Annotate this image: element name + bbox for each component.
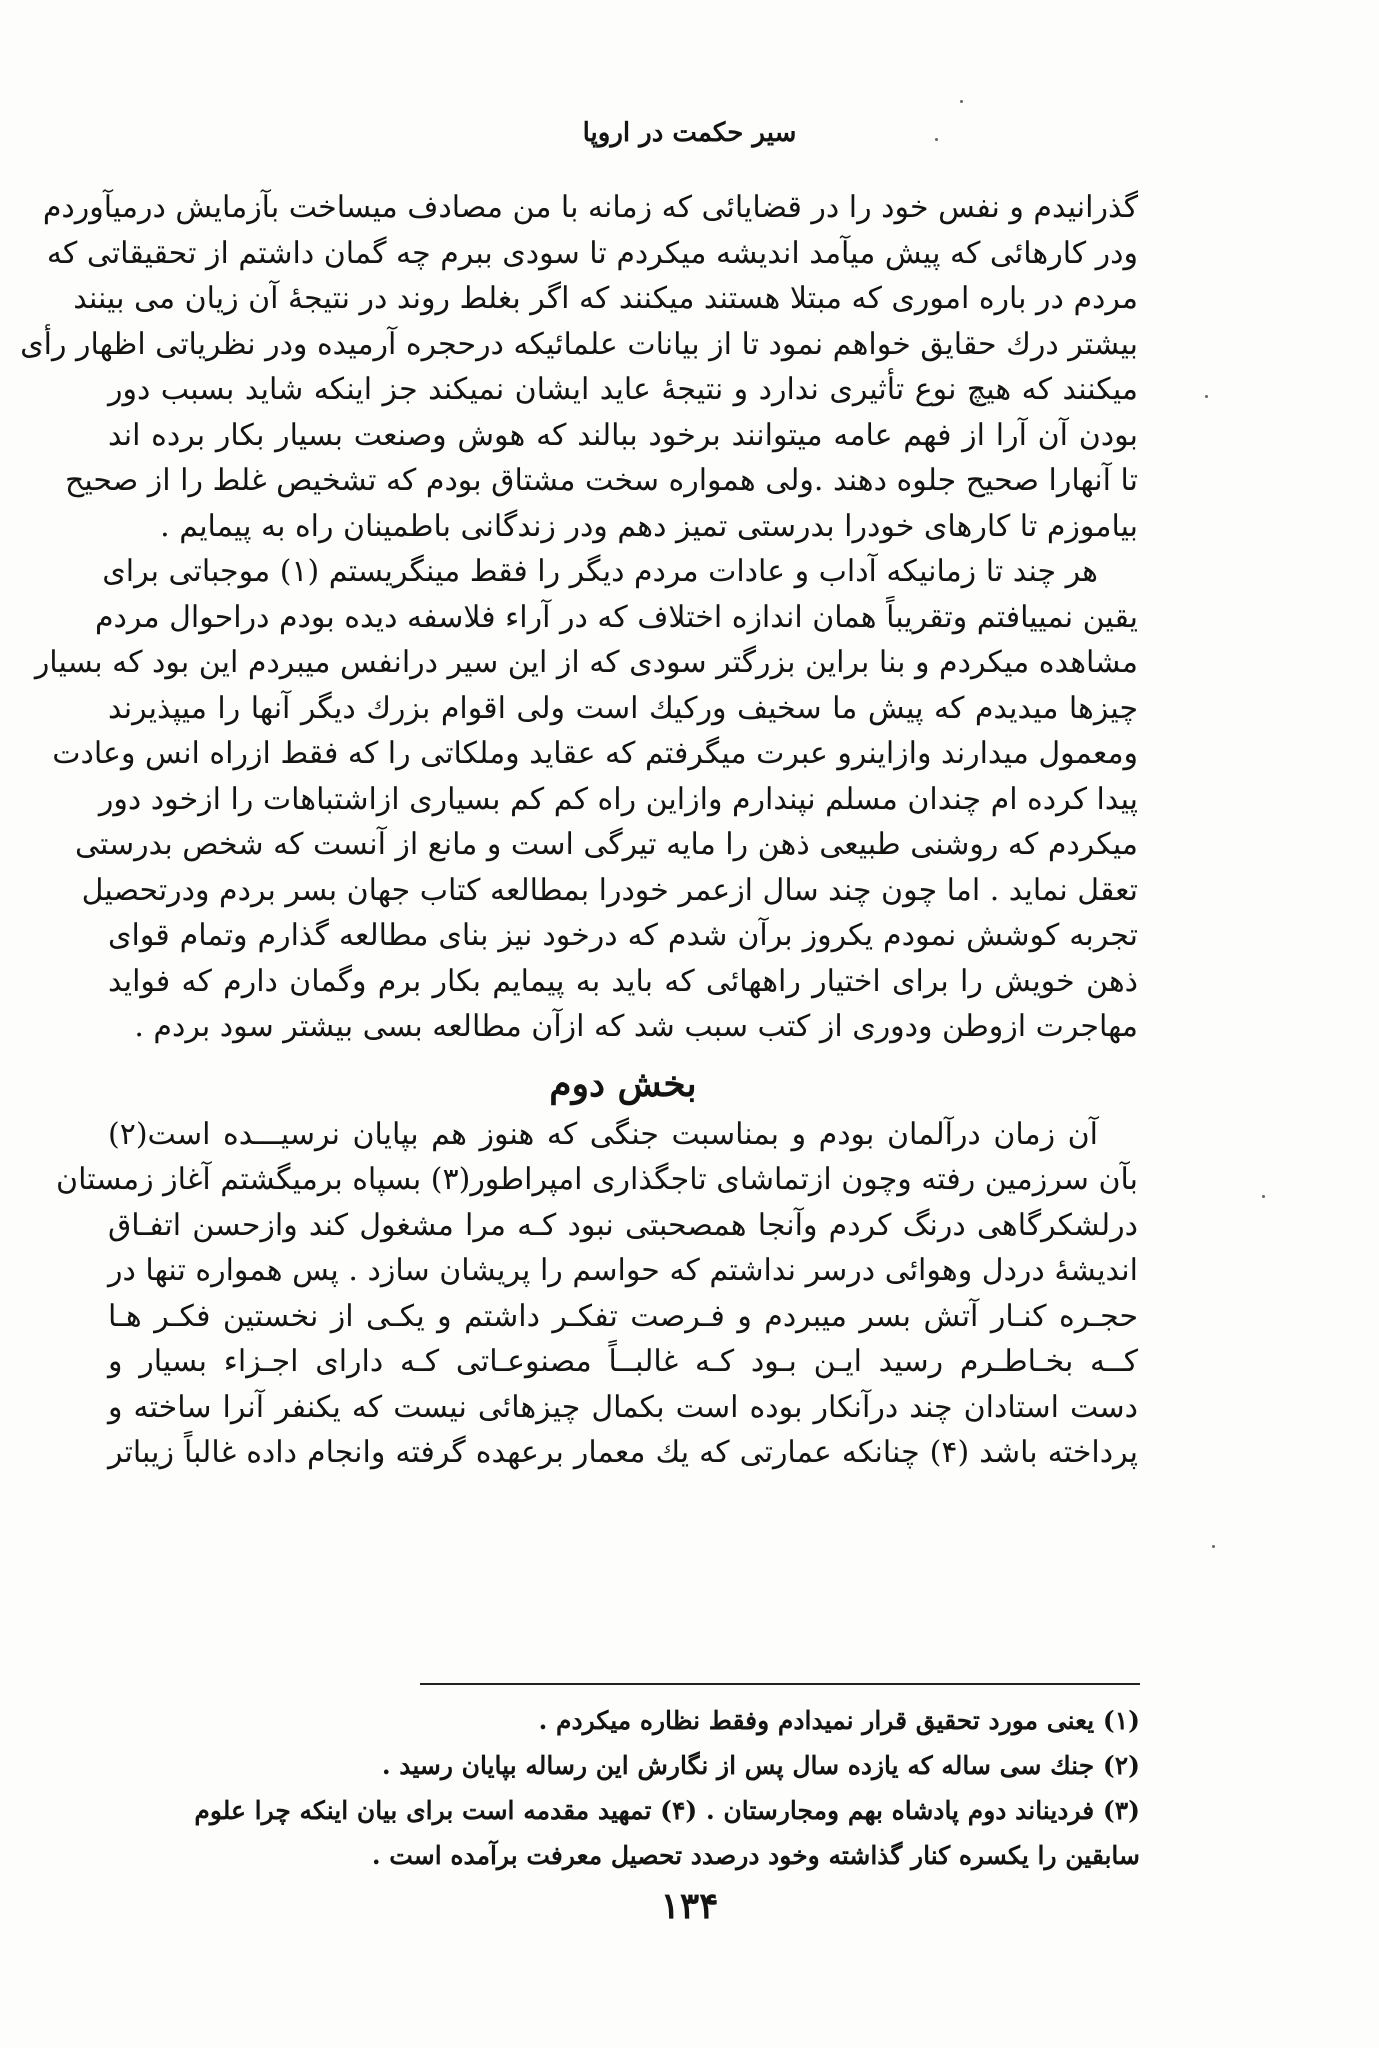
- text-line: مردم در باره اموری که مبتلا هستند میکنند که اگر بغلط روند در نتیجهٔ آن زیان می بینند: [73, 281, 1138, 316]
- running-head: سیر حکمت در اروپا: [582, 118, 797, 148]
- scan-speck: [960, 100, 963, 103]
- text-line: حجـره کنـار آتش بسر میبردم و فـرصت تفکـر داشتم و یکـی از نخستین فکـر هـا: [108, 1298, 1138, 1334]
- text-line: بودن آن آرا از فهم عامه میتوانند برخود ببالند که هوش وصنعت بسیار بکار برده اند: [108, 417, 1138, 453]
- text-line: ودر کارهائی که پیش میآمد اندیشه میکردم تا سودی ببرم چه گمان داشتم از تحقیقاتی که: [46, 235, 1138, 271]
- text-line: درلشکرگاهی درنگ کردم وآنجا همصحبتی نبود کـه مرا مشغول کند وازحسن اتفـاق: [108, 1207, 1138, 1243]
- footnote: (۳) فردیناند دوم پادشاه بهم ومجارستان . (۴) تمهید مقدمه است برای بیان اینکه چرا علوم: [194, 1796, 1140, 1825]
- footnote: (۲) جنك سی ساله که یازده سال پس از نگارش این رساله بپایان رسید .: [381, 1751, 1140, 1780]
- text-line: بیاموزم تا کارهای خودرا بدرستی تمیز دهم ودر زندگانی باطمینان راه به پیمایم .: [160, 508, 1138, 544]
- text-line: هر چند تا زمانیکه آداب و عادات مردم دیگر را فقط مینگریستم (۱) موجباتی برای: [102, 554, 1098, 589]
- section-heading: بخش دوم: [549, 1062, 697, 1105]
- footnote: سابقین را یکسره کنار گذاشته وخود درصدد تحصیل معرفت برآمده است .: [371, 1841, 1140, 1870]
- text-line: پرداخته باشد (۴) چنانکه عمارتی که یك معمار برعهده گرفته وانجام داده غالباً زیباتر: [108, 1435, 1138, 1470]
- text-line: تعقل نماید . اما چون چند سال ازعمر خودرا بمطالعه کتاب جهان بسر بردم ودرتحصیل: [81, 872, 1138, 908]
- text-line: کــه بخـاطـرم رسید ایـن بـود کـه غالبــاً مصنوعـاتی کـه دارای اجـزاء بسیار و: [108, 1344, 1138, 1379]
- text-line: پیدا کرده ام چندان مسلم نپندارم وازاین راه کم کم بسیاری ازاشتباهات را ازخود دور: [98, 781, 1138, 817]
- scan-speck: [1205, 395, 1208, 398]
- text-line: میکردم که روشنی طبیعی ذهن را مایه تیرگی است و مانع از آنست که شخص بدرستی: [74, 827, 1138, 862]
- footnote: (۱) یعنی مورد تحقیق قرار نمیدادم وفقط نظاره میکردم .: [538, 1706, 1140, 1735]
- scan-speck: [1262, 1195, 1265, 1198]
- text-line: گذرانیدم و نفس خود را در قضایائی که زمانه با من مصادف میساخت بآزمایش درمیآوردم: [42, 190, 1138, 225]
- text-line: آن زمان درآلمان بودم و بمناسبت جنگی که هنوز هم بپایان نرسیـــده است(۲): [108, 1116, 1098, 1152]
- text-line: ومعمول میدارند وازاینرو عبرت میگرفتم که عقاید وملکاتی را که فقط ازراه انس وعادت: [52, 736, 1138, 771]
- text-line: یقین نمییافتم وتقریباً همان اندازه اختلاف که در آراء فلاسفه دیده بودم دراحوال مردم: [94, 599, 1138, 635]
- text-line: بآن سرزمین رفته وچون ازتماشای تاجگذاری امپراطور(۳) بسپاه برمیگشتم آغاز زمستان: [56, 1162, 1138, 1197]
- text-line: مشاهده میکردم و بنا براین بزرگتر سودی که از این سیر درانفس میبردم این بود که بسیار: [34, 645, 1138, 680]
- text-line: دست استادان چند درآنکار بوده است بکمال چیزهائی نیست که یکنفر آنرا ساخته و: [108, 1389, 1138, 1425]
- text-line: ذهن خویش را برای اختیار راههائی که باید به پیمایم بکار برم وگمان دارم که فواید: [108, 963, 1138, 999]
- body-text: [20, 185, 1138, 1476]
- scan-speck: [935, 138, 938, 141]
- text-line: اندیشهٔ دردل وهوائی درسر نداشتم که حواسم را پریشان سازد . پس همواره تنها در: [108, 1253, 1138, 1288]
- footnote-divider: [420, 1683, 1140, 1685]
- text-line: تا آنهارا صحیح جلوه دهند .ولی همواره سخت مشتاق بودم که تشخیص غلط را از صحیح: [65, 463, 1138, 498]
- text-line: تجربه کوشش نمودم یکروز برآن شدم که درخود نیز بنای مطالعه گذارم وتمام قوای: [108, 918, 1138, 953]
- text-line: چیزها میدیدم که پیش ما سخیف ورکیك است ولی اقوام بزرك دیگر آنها را میپذیرند: [108, 690, 1138, 726]
- scan-speck: [1212, 1545, 1215, 1548]
- text-line: مهاجرت ازوطن ودوری از کتب سبب شد که ازآن مطالعه بسی بیشتر سود بردم .: [134, 1009, 1138, 1044]
- text-line: بیشتر درك حقایق خواهم نمود تا از بیانات علمائیکه درحجره آرمیده ودر نظریاتی اظهار رأی: [20, 326, 1138, 362]
- footnotes: [70, 1698, 1140, 1878]
- page-number: ۱۳۴: [660, 1885, 719, 1927]
- text-line: میکنند که هیچ نوع تأثیری ندارد و نتیجهٔ عاید ایشان نمیکند جز اینکه شاید بسبب دور: [108, 372, 1138, 407]
